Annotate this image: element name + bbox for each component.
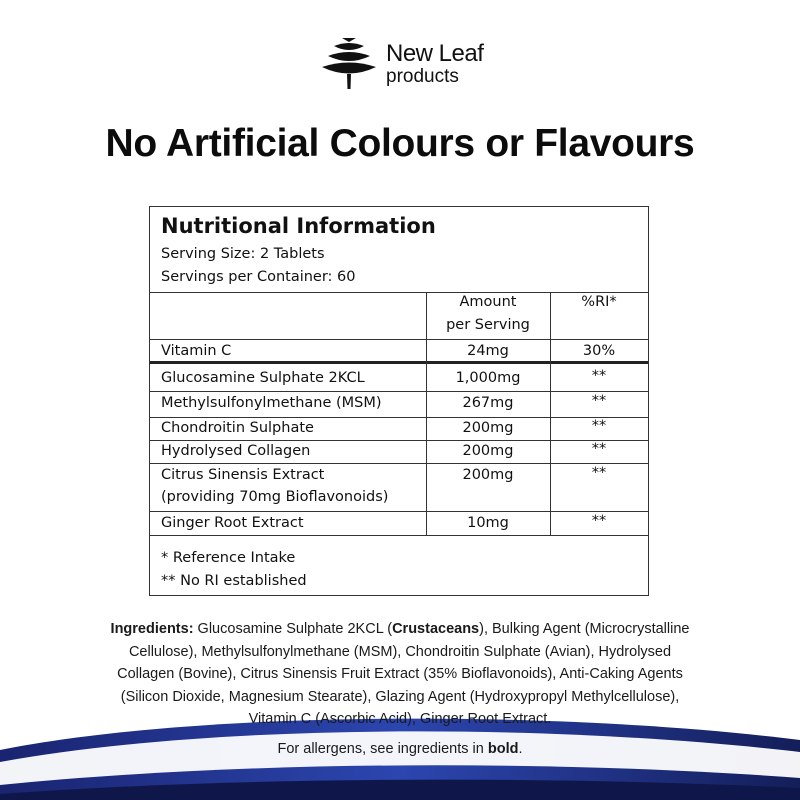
ingredients-allergen: Crustaceans [392, 621, 480, 637]
allergen-note-bold: bold [487, 741, 519, 757]
nutrient-amount: 1,000mg [455, 370, 521, 386]
nutrient-amount: 10mg [467, 515, 509, 531]
allergen-note [0, 741, 800, 757]
nutrient-ri: ** [591, 465, 607, 481]
nutrient-name: Chondroitin Sulphate [161, 420, 314, 436]
column-header-amount: Amount [459, 294, 517, 310]
nutrient-amount: 24mg [467, 343, 509, 359]
nutrient-ri: ** [591, 513, 607, 529]
nutrient-name-detail: (providing 70mg Bioflavonoids) [161, 489, 389, 505]
nutrient-name: Citrus Sinensis Extract [161, 467, 325, 483]
nutrient-ri: 30% [582, 343, 616, 359]
nutrient-name: Ginger Root Extract [161, 515, 304, 531]
nutrient-amount: 200mg [462, 443, 514, 459]
nutrient-ri: ** [591, 418, 607, 434]
column-divider [550, 292, 551, 535]
ingredients-text [110, 618, 690, 731]
nutrient-name: Vitamin C [161, 343, 232, 359]
nutrient-ri: ** [591, 368, 607, 384]
allergen-note-suffix: . [518, 741, 523, 757]
column-header-amount-sub: per Serving [446, 317, 530, 333]
allergen-note-prefix: For allergens, see ingredients in [277, 741, 488, 757]
nutrient-name: Methylsulfonylmethane (MSM) [161, 395, 382, 411]
nutrient-ri: ** [591, 393, 607, 409]
brand-subtitle: products [386, 66, 459, 87]
table-divider [150, 535, 648, 536]
column-header-ri: %RI* [581, 294, 617, 310]
nutrient-amount: 200mg [462, 467, 514, 483]
page-headline: No Artificial Colours or Flavours [105, 122, 695, 165]
nutrient-amount: 267mg [462, 395, 514, 411]
nutrition-panel [149, 206, 649, 596]
brand-logo [320, 24, 490, 94]
tiered-leaf-logo-icon [320, 34, 378, 92]
ingredients-part-2: ), Bulking Agent (Microcrystalline Cellulose), Methylsulfonylmethane (MSM), Chondroitin Sulphate (Avian), Hydrolysed Collagen (Bovine), Citrus Sinensis Fruit Extract (35% Bioflavonoids), Anti-Caking Agents (Silicon Dioxide, Magnesium Stearate), Glazing Agent (Hydroxypropyl Methylcellulose), Vitamin C (Ascorbic Acid), Ginger Root Extract. [117, 621, 690, 727]
serving-size: Serving Size: 2 Tablets [161, 246, 325, 262]
footnote-reference-intake: * Reference Intake [161, 550, 296, 566]
footnote-no-ri: ** No RI established [161, 573, 307, 589]
ingredients-part-1: Glucosamine Sulphate 2KCL ( [193, 621, 393, 637]
nutrient-name: Hydrolysed Collagen [161, 443, 311, 459]
ingredients-label: Ingredients: [110, 621, 194, 637]
brand-name: New Leaf [386, 40, 484, 67]
servings-per-container: Servings per Container: 60 [161, 269, 356, 285]
nutrition-title: Nutritional Information [161, 214, 436, 238]
nutrient-ri: ** [591, 441, 607, 457]
nutrient-amount: 200mg [462, 420, 514, 436]
nutrient-name: Glucosamine Sulphate 2KCL [161, 370, 365, 386]
